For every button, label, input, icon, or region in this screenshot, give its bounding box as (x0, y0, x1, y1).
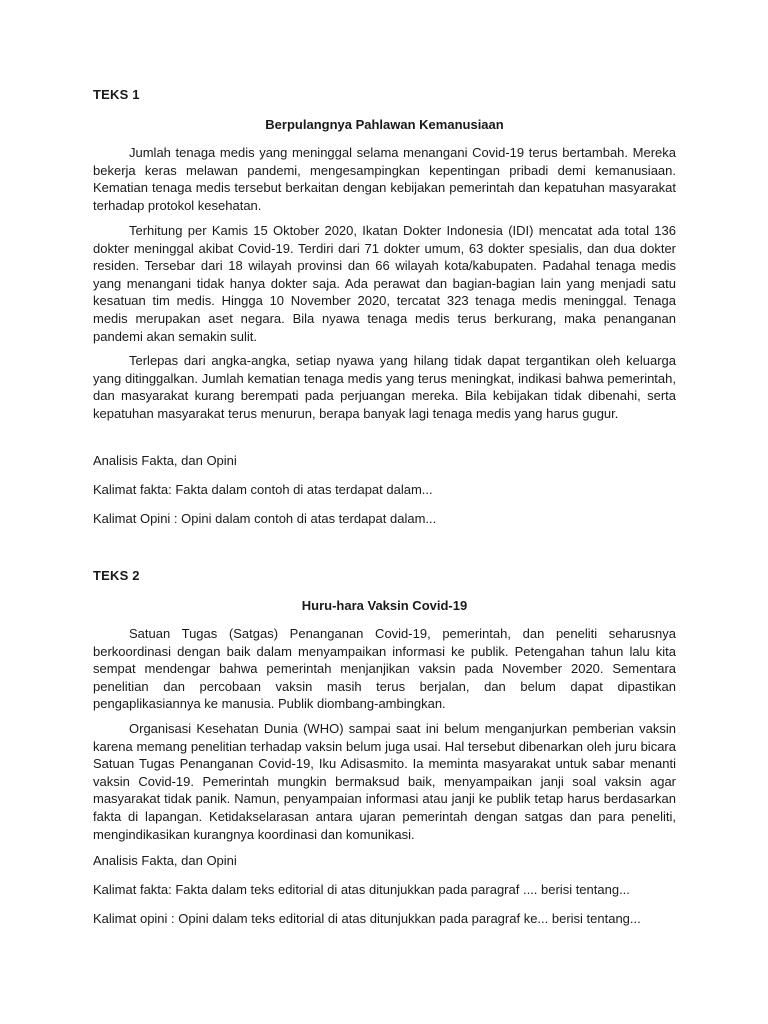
teks-1-opinion-line: Kalimat Opini : Opini dalam contoh di atas terdapat dalam... (93, 511, 437, 526)
section-label-teks-1: TEKS 1 (93, 87, 140, 102)
teks-1-paragraph-2: Terhitung per Kamis 15 Oktober 2020, Ikatan Dokter Indonesia (IDI) mencatat ada total 136 dokter meninggal akibat Covid-19. Terdiri dari 71 dokter umum, 63 dokter spesialis, dan dua dokter residen. Tersebar dari 18 wilayah provinsi dan 66 wilayah kota/kabupaten. Padahal tenaga medis yang menangani tidak hanya dokter saja. Ada perawat dan bagian-bagian lain yang menjadi satu kesatuan tim medis. Hingga 10 November 2020, tercatat 323 tenaga medis meninggal. Tenaga medis merupakan aset negara. Bila nyawa tenaga medis terus berkurang, maka penanganan pandemi akan semakin sulit. (93, 223, 676, 344)
teks-2-paragraph-1: Satuan Tugas (Satgas) Penanganan Covid-19, pemerintah, dan peneliti seharusnya berkoordinasi dengan baik dalam menyampaikan informasi ke publik. Petengahan tahun lalu kita sempat mendengar bahwa pemerintah menjanjikan vaksin pada November 2020. Sementara penelitian dan percobaan vaksin masih terus berjalan, dan belum dapat dipastikan pengaplikasiannya ke manusia. Publik diombang-ambingkan. (93, 626, 676, 712)
teks-2-opinion-line: Kalimat opini : Opini dalam teks editorial di atas ditunjukkan pada paragraf ke... berisi tentang... (93, 911, 641, 926)
teks-1-paragraph-3: Terlepas dari angka-angka, setiap nyawa yang hilang tidak dapat tergantikan oleh keluarga yang ditinggalkan. Jumlah kematian tenaga medis yang terus meningkat, indikasi bahwa pemerintah, dan masyarakat kurang berempati pada perjuangan mereka. Bila kebijakan tidak dibenahi, serta kepatuhan masyarakat terus menurun, berapa banyak lagi tenaga medis yang harus gugur. (93, 353, 676, 421)
teks-2-fact-line: Kalimat fakta: Fakta dalam teks editorial di atas ditunjukkan pada paragraf .... berisi tentang... (93, 882, 630, 897)
teks-2-paragraph-2: Organisasi Kesehatan Dunia (WHO) sampai saat ini belum menganjurkan pemberian vaksin karena memang penelitian terhadap vaksin belum juga usai. Hal tersebut dibenarkan oleh juru bicara Satuan Tugas Penanganan Covid-19, Iku Adisasmito. Ia meminta masyarakat untuk sabar menanti vaksin Covid-19. Pemerintah mungkin bermaksud baik, menyampaikan janji soal vaksin agar masyarakat tidak panik. Namun, penyampaian informasi atau janji ke publik tetap harus berdasarkan fakta di lapangan. Ketidakselarasan antara ujaran pemerintah dengan satgas dan para peneliti, mengindikasikan kurangnya koordinasi dan komunikasi. (93, 721, 676, 842)
teks-1-analysis-heading: Analisis Fakta, dan Opini (93, 453, 237, 468)
article-title-2: Huru-hara Vaksin Covid-19 (301, 598, 468, 613)
article-title-1: Berpulangnya Pahlawan Kemanusiaan (265, 117, 504, 132)
section-label-teks-2: TEKS 2 (93, 568, 140, 583)
teks-2-analysis-heading: Analisis Fakta, dan Opini (93, 853, 237, 868)
teks-1-fact-line: Kalimat fakta: Fakta dalam contoh di atas terdapat dalam... (93, 482, 433, 497)
teks-1-paragraph-1: Jumlah tenaga medis yang meninggal selama menangani Covid-19 terus bertambah. Mereka bekerja keras melawan pandemi, mengesampingkan kepentingan pribadi demi kemanusiaan. Kematian tenaga medis tersebut berkaitan dengan kebijakan pemerintah dan kepatuhan masyarakat terhadap protokol kesehatan. (93, 145, 676, 213)
